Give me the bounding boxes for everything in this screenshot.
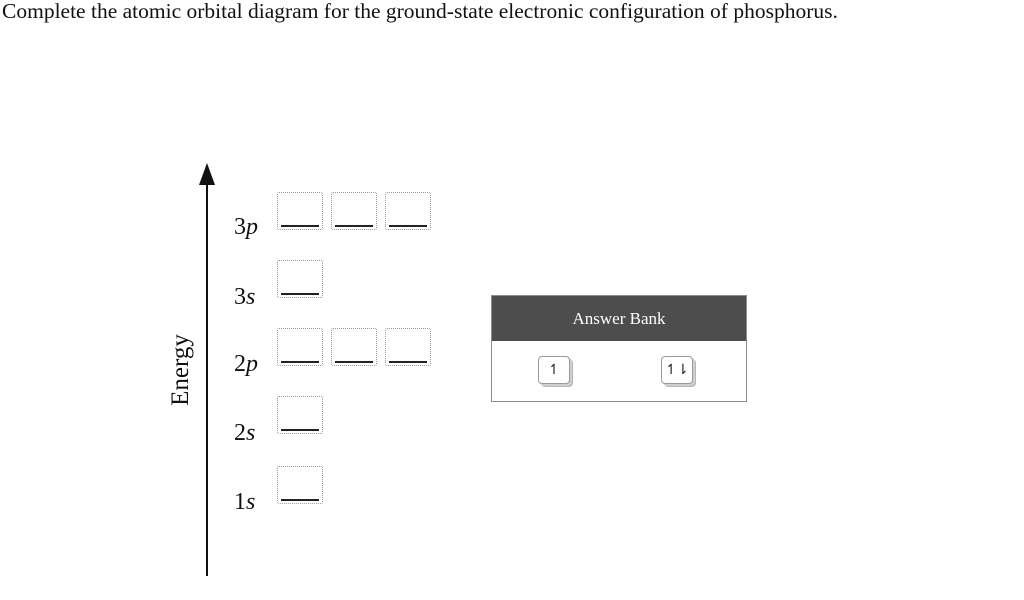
energy-axis-arrow bbox=[199, 163, 215, 185]
orbital-label-2s-letter: s bbox=[246, 420, 256, 446]
question-text: Complete the atomic orbital diagram for the ground-state electronic configuration of phosphorus. bbox=[2, 0, 838, 23]
orbital-label-3s-number: 3 bbox=[234, 284, 246, 310]
orbital-label-3s bbox=[234, 284, 255, 311]
paired-arrows-tile[interactable]: ↿⇂ bbox=[661, 356, 693, 384]
orbital-slot-3p-1[interactable] bbox=[277, 192, 323, 230]
orbital-slot-2p-1[interactable] bbox=[277, 328, 323, 366]
answer-bank bbox=[491, 295, 747, 402]
orbital-slot-3s-1[interactable] bbox=[277, 260, 323, 298]
orbital-slot-2p-3[interactable] bbox=[385, 328, 431, 366]
energy-axis-label: Energy bbox=[167, 334, 194, 406]
orbital-slot-1s-1[interactable] bbox=[277, 466, 323, 504]
energy-axis bbox=[206, 176, 208, 576]
orbital-label-3s-letter: s bbox=[246, 284, 256, 310]
orbital-label-2p bbox=[234, 351, 258, 378]
single-up-arrow-tile[interactable]: ↿ bbox=[538, 356, 570, 384]
orbital-slot-2p-2[interactable] bbox=[331, 328, 377, 366]
orbital-label-1s-letter: s bbox=[246, 489, 256, 515]
orbital-slot-3p-2[interactable] bbox=[331, 192, 377, 230]
orbital-label-3p bbox=[234, 214, 258, 241]
orbital-label-2s bbox=[234, 420, 255, 447]
orbital-slot-2s-1[interactable] bbox=[277, 396, 323, 434]
orbital-label-2s-number: 2 bbox=[234, 420, 246, 446]
orbital-label-2p-letter: p bbox=[246, 351, 258, 377]
answer-bank-title: Answer Bank bbox=[492, 296, 746, 341]
orbital-label-3p-number: 3 bbox=[234, 214, 246, 240]
orbital-label-2p-number: 2 bbox=[234, 351, 246, 377]
orbital-label-1s-number: 1 bbox=[234, 489, 246, 515]
orbital-slot-3p-3[interactable] bbox=[385, 192, 431, 230]
orbital-label-3p-letter: p bbox=[246, 214, 258, 240]
orbital-label-1s bbox=[234, 489, 255, 516]
